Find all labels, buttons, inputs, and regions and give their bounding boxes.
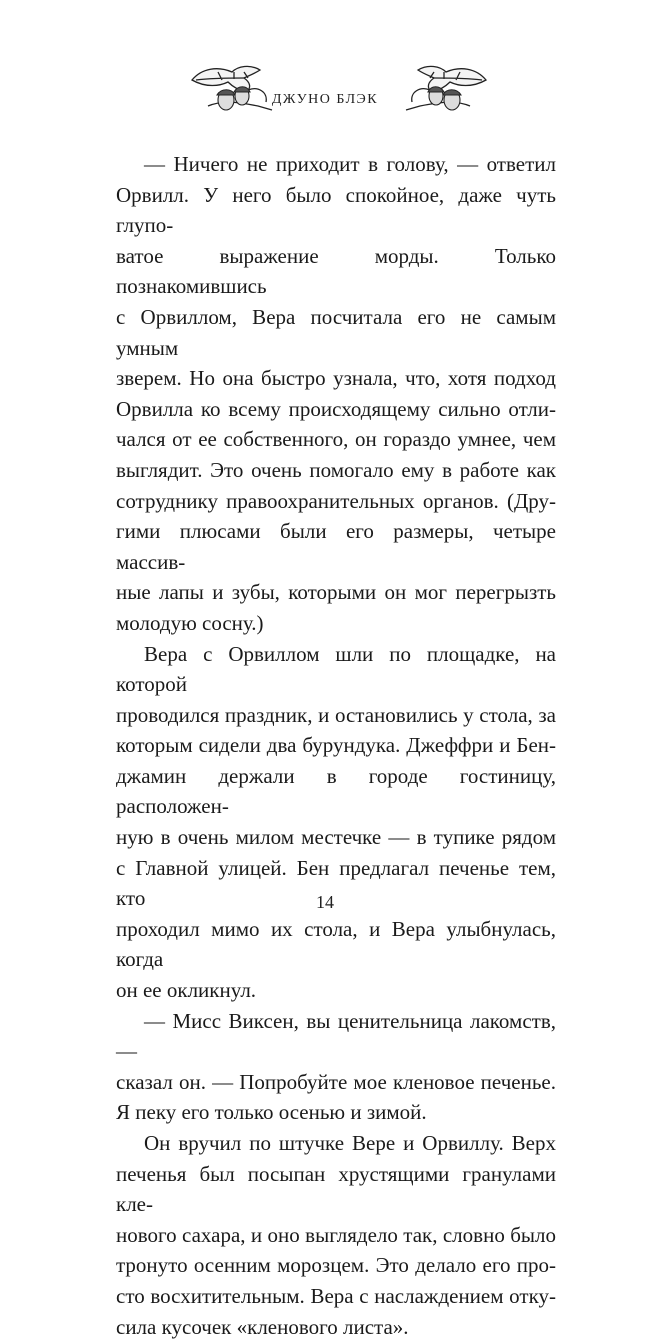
text-line: Он вручил по штучке Вере и Орвиллу. Верх [144,1131,556,1155]
text-line: ную в очень милом местечке — в тупике рядом [116,825,556,850]
text-line: ватое выражение морды. Только познакомившись [116,243,556,299]
page-number: 14 [316,892,334,912]
text-line: — Ничего не приходит в голову, — ответил [144,152,556,176]
text-line: чался от ее собственного, он гораздо умнее, чем [116,427,556,452]
text-line: с Главной улицей. Бен предлагал печенье тем, кто [116,855,556,911]
text-line: зверем. Но она быстро узнала, что, хотя подход [116,366,556,391]
paragraph [116,1006,556,1128]
paragraph [116,1128,556,1342]
oak-leaves-acorns-icon [404,62,490,118]
text-line: проводился праздник, и остановились у стола, за [116,702,556,727]
text-line: сказал он. — Попробуйте мое кленовое печенье. [116,1069,556,1094]
text-line: ные лапы и зубы, которыми он мог перегрызть [116,580,556,605]
text-line: печенья был посыпан хрустящими гранулами кле- [116,1161,556,1217]
text-line: сто восхитительным. Вера с наслаждением отку- [116,1283,556,1308]
text-line: сотруднику правоохранительных органов. (Дру- [116,488,556,513]
text-line: Вера с Орвиллом шли по площадке, на которой [116,641,556,697]
paragraph [116,639,556,1006]
text-line: — Мисс Виксен, вы ценительница лакомств, — [116,1008,556,1064]
text-line: он ее окликнул. [116,978,257,1003]
text-line: гими плюсами были его размеры, четыре массив- [116,519,556,574]
oak-leaves-acorns-icon [188,62,274,118]
text-line: Я пеку его только осенью и зимой. [116,1100,427,1125]
text-line: тронуто осенним морозцем. Это делало его про- [116,1253,556,1278]
text-line: выглядит. Это очень помогало ему в работе как [116,457,556,482]
text-line: проходил мимо их стола, и Вера улыбнулась, когда [116,916,556,972]
running-header [0,62,650,132]
text-line: нового сахара, и оно выглядело так, словно было [116,1222,556,1247]
body-text [116,149,556,1342]
text-line: с Орвиллом, Вера посчитала его не самым умным [116,304,556,360]
text-line: джамин держали в городе гостиницу, расположен- [116,763,556,819]
text-line: которым сидели два бурундука. Джеффри и Бен- [116,733,556,758]
paragraph [116,149,556,639]
running-head: ДЖУНО БЛЭК [271,92,379,107]
text-line: молодую сосну.) [116,610,264,635]
text-line: Орвилла ко всему происходящему сильно отли- [116,396,556,421]
text-line: сила кусочек «кленового листа». [116,1314,409,1339]
text-line: Орвилл. У него было спокойное, даже чуть глупо- [116,182,556,238]
